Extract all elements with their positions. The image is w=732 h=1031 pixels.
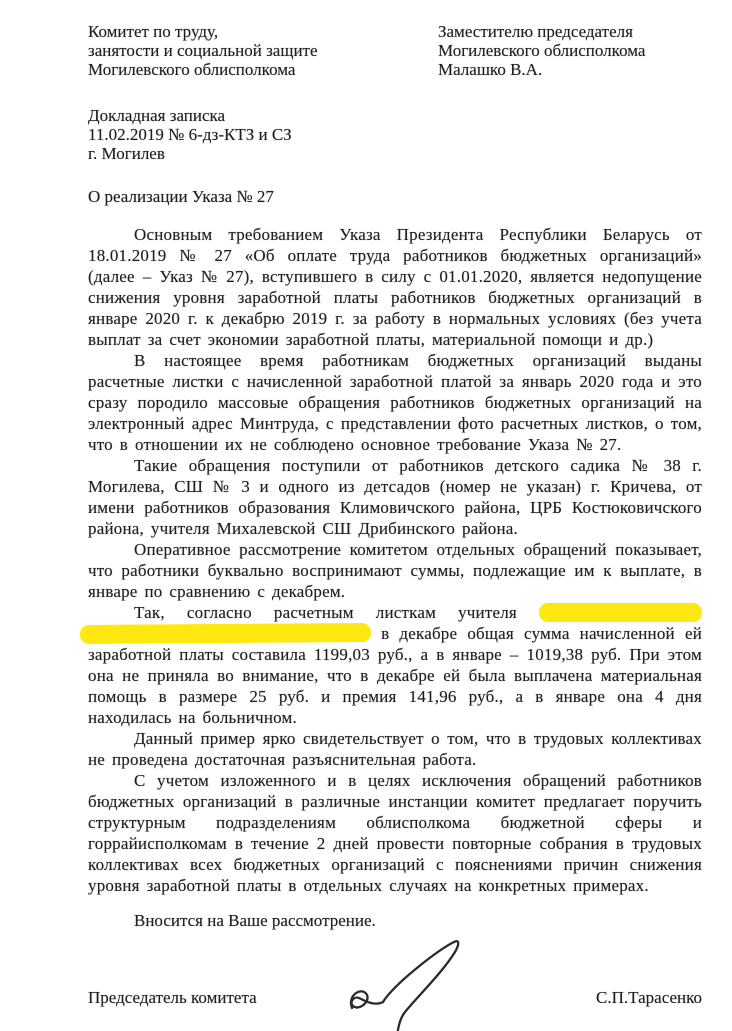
- paragraph-proposal: С учетом изложенного и в целях исключения обращений работников бюджетных организаций в различные инстанции комитет предлагает поручить структурным подразделениям облисполкома бюджетной сферы и горрайисполкомам в течение 2 дней провести повторные собрания в трудовых коллективах всех бюджетных организаций с пояснениями причин снижения уровня заработной платы в отдельных случаях на конкретных примерах.: [88, 771, 702, 895]
- paragraph-payslips-issued: В настоящее время работникам бюджетных организаций выданы расчетные листки с начисленной заработной платой за январь 2020 года и это сразу породило массовые обращения работников бюджетных организаций на электронный адрес Минтруда, с представлении фото расчетных листков, о том, что в отношении их не соблюдено основное требование Указа № 27.: [88, 351, 702, 454]
- sender-block: [88, 22, 438, 79]
- signer-name: С.П.Тарасенко: [596, 988, 702, 1007]
- doc-city-line: г. Могилев: [88, 144, 165, 163]
- redaction-highlight: [539, 603, 702, 622]
- teacher-case-text-before: Так, согласно расчетным листкам учителя: [134, 603, 517, 622]
- teacher-case-text-after: в декабре общая сумма начисленной ей заработной платы составила 1199,03 руб., а в январе – 1019,38 руб. При этом она не приняла во внимание, что в декабре ей была выплачена материальная помощь в размере 25 руб. и премия 141,96 руб., а в январе она 4 дня находилась на больничном.: [88, 624, 702, 727]
- sender-line: Могилевского облисполкома: [88, 60, 296, 79]
- signer-position-title: Председатель комитета: [88, 988, 257, 1007]
- handwritten-signature-scrawl: [332, 936, 477, 1031]
- recipient-line: Заместителю председателя: [438, 22, 633, 41]
- paragraph-review-findings: Оперативное рассмотрение комитетом отдельных обращений показывает, что работники буквально воспринимают суммы, подлежащие им к выплате, в январе по сравнению с декабрем.: [88, 540, 702, 601]
- doc-type-line: Докладная записка: [88, 106, 226, 125]
- recipient-block: [438, 22, 645, 79]
- sender-line: Комитет по труду,: [88, 22, 219, 41]
- doc-date-number-line: 11.02.2019 № 6-дз-КТЗ и СЗ: [88, 125, 292, 144]
- paragraph-conclusion: Данный пример ярко свидетельствует о том, что в трудовых коллективах не проведена достаточная разъяснительная работа.: [88, 729, 702, 769]
- paragraph-teacher-case: [88, 602, 702, 728]
- signature-row: [88, 988, 702, 1008]
- document-body: [88, 224, 702, 896]
- closing-line: Вносится на Ваше рассмотрение.: [134, 911, 376, 930]
- subject-line: О реализации Указа № 27: [88, 187, 274, 206]
- sender-line: занятости и социальной защите: [88, 41, 318, 60]
- redaction-highlight: [80, 623, 371, 644]
- paragraph-appeals-sources: Такие обращения поступили от работников детского садика № 38 г. Могилева, СШ № 3 и одного из детсадов (номер не указан) г. Кричева, от имени работников образования Климовичского района, ЦРБ Костюковичского района, учителя Михалевской СШ Дрибинского района.: [88, 456, 702, 538]
- paragraph-decree-requirement: Основным требованием Указа Президента Республики Беларусь от 18.01.2019 № 27 «Об оплате труда работников бюджетных организаций» (далее – Указ № 27), вступившего в силу с 01.01.2020, является недопущение снижения уровня заработной платы работников бюджетных организаций в январе 2020 г. к декабрю 2019 г. за работу в нормальных условиях (без учета выплат за счет экономии заработной платы, материальной помощи и др.): [88, 225, 702, 349]
- document-header: [88, 22, 702, 79]
- recipient-line: Могилевского облисполкома: [438, 41, 646, 60]
- recipient-name: Малашко В.А.: [438, 60, 543, 79]
- memo-requisites: [88, 106, 702, 163]
